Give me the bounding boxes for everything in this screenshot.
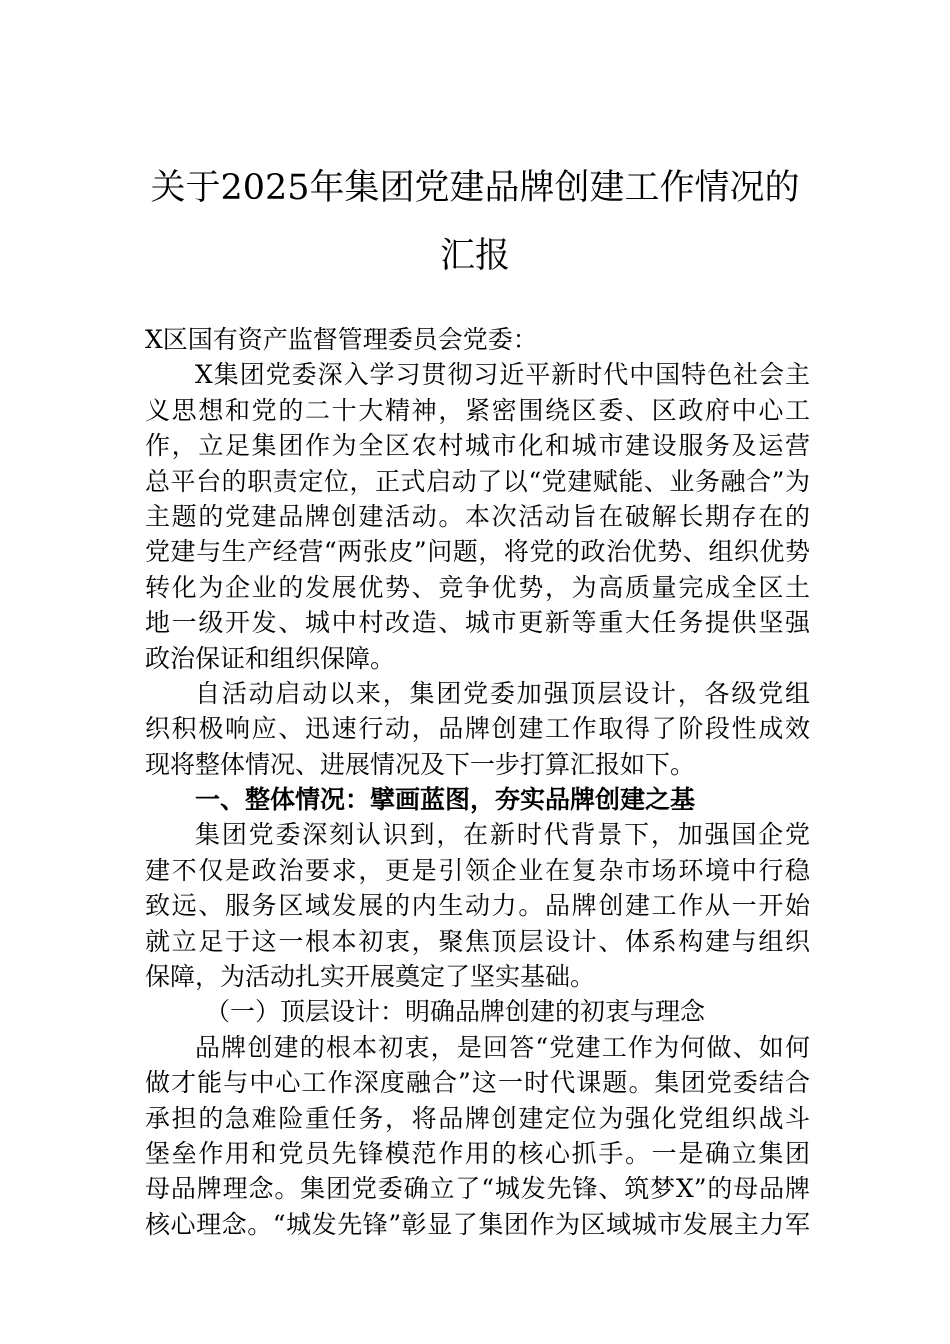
paragraph-line: 集团党委深刻认识到，在新时代背景下，加强国企党 (195, 820, 810, 850)
document-title-line-1: 关于2025年集团党建品牌创建工作情况的 (150, 168, 800, 208)
subsection-heading-1: （一）顶层设计：明确品牌创建的初衷与理念 (205, 997, 706, 1027)
paragraph-line: 核心理念。“城发先锋”彰显了集团作为区域城市发展主力军 (145, 1209, 810, 1239)
document-title-line-2: 汇报 (439, 236, 510, 276)
paragraph-line: 母品牌理念。集团党委确立了“城发先锋、筑梦X”的母品牌 (145, 1174, 810, 1204)
paragraph-4 (145, 1030, 810, 1242)
section-heading-1: 一、整体情况：擘画蓝图，夯实品牌创建之基 (195, 785, 696, 815)
paragraph-line: 就立足于这一根本初衷，聚焦顶层设计、体系构建与组织 (145, 926, 810, 956)
paragraph-line: 义思想和党的二十大精神，紧密围绕区委、区政府中心工 (145, 395, 810, 425)
paragraph-line: 做才能与中心工作深度融合”这一时代课题。集团党委结合 (145, 1068, 810, 1098)
salutation: X区国有资产监督管理委员会党委： (145, 325, 538, 354)
paragraph-line: 转化为企业的发展优势、竞争优势，为高质量完成全区土 (145, 572, 810, 602)
paragraph-3 (145, 817, 810, 994)
paragraph-line: 主题的党建品牌创建活动。本次活动旨在破解长期存在的 (145, 501, 810, 531)
paragraph-2 (145, 676, 810, 782)
paragraph-line: 作，立足集团作为全区农村城市化和城市建设服务及运营 (145, 431, 810, 461)
paragraph-line: 政治保证和组织保障。 (145, 643, 396, 673)
paragraph-line: 致远、服务区域发展的内生动力。品牌创建工作从一开始 (145, 891, 810, 921)
paragraph-line: 总平台的职责定位，正式启动了以“党建赋能、业务融合”为 (145, 466, 810, 496)
paragraph-line: 品牌创建的根本初衷，是回答“党建工作为何做、如何 (195, 1032, 810, 1062)
paragraph-line: 织积极响应、迅速行动，品牌创建工作取得了阶段性成效 (145, 714, 810, 744)
document-body (145, 322, 810, 1242)
paragraph-line: 堡垒作用和党员先锋模范作用的核心抓手。一是确立集团 (145, 1138, 810, 1168)
paragraph-1 (145, 357, 810, 676)
paragraph-line: 地一级开发、城中村改造、城市更新等重大任务提供坚强 (145, 608, 810, 638)
paragraph-line: 保障，为活动扎实开展奠定了坚实基础。 (145, 962, 596, 992)
paragraph-line: 自活动启动以来，集团党委加强顶层设计，各级党组 (195, 678, 810, 708)
paragraph-line: 承担的急难险重任务，将品牌创建定位为强化党组织战斗 (145, 1103, 810, 1133)
paragraph-line: 党建与生产经营“两张皮”问题，将党的政治优势、组织优势 (145, 537, 810, 567)
paragraph-line: 现将整体情况、进展情况及下一步打算汇报如下。 (145, 749, 696, 779)
paragraph-line: 建不仅是政治要求，更是引领企业在复杂市场环境中行稳 (145, 855, 810, 885)
paragraph-line: X集团党委深入学习贯彻习近平新时代中国特色社会主 (195, 360, 810, 390)
